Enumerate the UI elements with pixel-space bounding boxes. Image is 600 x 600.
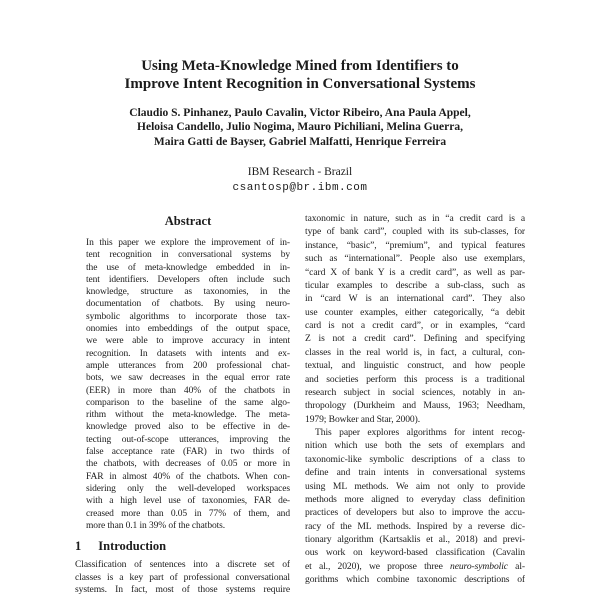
text-line: classes in the real world is, in fact, a cultural, con- bbox=[305, 346, 525, 358]
text-line: thropology (Durkheim and Mauss, 1963; Needham, bbox=[305, 400, 525, 412]
text-line: practices of developers but also to improve the accu- bbox=[305, 507, 525, 519]
text-line: define and train intents in conversational systems bbox=[305, 467, 525, 479]
right-column bbox=[305, 212, 525, 587]
text-line: documentation of chatbots. By using neuro- bbox=[86, 299, 290, 310]
text-line: 1979; Bowker and Star, 2000). bbox=[305, 413, 421, 425]
text-line: In this paper we explore the improvement of in- bbox=[86, 238, 290, 248]
text-line: the use of meta-knowledge embedded in in- bbox=[86, 262, 290, 273]
paper-authors bbox=[0, 106, 600, 149]
text-line: et al., 2020), we propose three neuro-symbolic al- bbox=[305, 560, 525, 572]
text-line: “card X of bank Y is a credit card”, as well as par- bbox=[305, 266, 525, 278]
text-line: knowledge, structure as taxonomies, in the bbox=[86, 287, 290, 298]
text-line: in “card W is an international card”. They also bbox=[305, 293, 525, 305]
text-line: knowledge proved also to be effective in de- bbox=[86, 422, 290, 433]
introduction-body bbox=[75, 559, 290, 597]
text-line: with a high level use of taxonomies, FAR de- bbox=[86, 496, 290, 507]
text-line: type of bank card”, coupled with its sub-classes, for bbox=[305, 226, 525, 238]
affiliation: IBM Research - Brazil bbox=[247, 165, 353, 178]
section-number: 1 bbox=[75, 539, 82, 554]
text-line: Improve Intent Recognition in Conversational Systems bbox=[124, 75, 476, 92]
text-line: comparison to the baseline of the same algo- bbox=[86, 397, 290, 408]
text-line: systems. In fact, most of those systems require bbox=[75, 584, 290, 596]
text-line: methods more aligned to everyday class definition bbox=[305, 493, 525, 505]
text-line: taxonomic-like symbolic descriptions of a class to bbox=[305, 453, 525, 465]
text-line: ous work on keyword-based classification (Cavalin bbox=[305, 547, 525, 559]
text-line: gorithms which combine taxonomic descriptions of bbox=[305, 574, 525, 586]
email-address: csantosp@br.ibm.com bbox=[232, 181, 368, 194]
text-line: Using Meta-Knowledge Mined from Identifiers to bbox=[141, 58, 459, 74]
text-line: Maira Gatti de Bayser, Gabriel Malfatti, Henrique Ferreira bbox=[153, 135, 447, 148]
text-line: symbolic algorithms to incorporate those tax- bbox=[86, 311, 290, 322]
text-line: taxonomic in nature, such as in “a credit card is a bbox=[305, 213, 525, 224]
text-line: sidering only the well-developed workspaces bbox=[86, 483, 290, 494]
text-line: we were able to improve accuracy in intent bbox=[86, 336, 290, 347]
text-line: FAR in almost 40% of the chatbots. When con- bbox=[86, 471, 290, 482]
text-line: Classification of sentences into a discrete set of bbox=[75, 559, 290, 571]
text-line: false acceptance rate (FAR) in two thirds of bbox=[86, 447, 290, 458]
text-line: (EER) in more than 40% of the chatbots in bbox=[86, 385, 290, 396]
text-line: This paper explores algorithms for intent recog- bbox=[315, 427, 525, 438]
text-line: textual, and linguistic construct, and how people bbox=[305, 360, 525, 372]
text-line: use counter examples, either categorically, “a debit bbox=[305, 306, 525, 318]
text-line: rithm without the meta-knowledge. The meta- bbox=[86, 410, 290, 421]
left-column bbox=[75, 212, 290, 597]
text-line: research subject in social sciences, notably in an- bbox=[305, 386, 525, 398]
text-line: tecting out-of-scope utterances, improving the bbox=[86, 434, 290, 445]
paper-header bbox=[0, 58, 600, 194]
section-heading-introduction bbox=[75, 539, 290, 554]
text-line: ticular examples to describe a sub-class, such as bbox=[305, 279, 525, 291]
text-line: and societies perform this process is a traditional bbox=[305, 373, 525, 385]
text-line: recognition. In datasets with intents and ex- bbox=[86, 348, 290, 359]
text-line: Heloisa Candello, Julio Nogima, Mauro Pichiliani, Melina Guerra, bbox=[137, 121, 463, 134]
text-line: classes is a key part of professional conversational bbox=[75, 571, 290, 583]
text-line: tionary algorithm (Kartsaklis et al., 2018) and previ- bbox=[305, 534, 525, 545]
paper-title bbox=[0, 58, 600, 93]
text-line: Z is not a credit card”. Defining and specifying bbox=[305, 333, 525, 345]
text-line: such as “international”. People also use exemplars, bbox=[305, 253, 525, 265]
text-line: tent recognition in conversational systems by bbox=[86, 250, 290, 261]
abstract-block bbox=[86, 214, 290, 532]
text-line: using ML methods. We aim not only to provide bbox=[305, 480, 525, 492]
text-line: bots, we saw decreases in the equal error rate bbox=[86, 373, 290, 384]
text-line: onomies into embeddings of the output space, bbox=[86, 324, 290, 335]
text-line: the chatbots, with decreases of 0.05 or more in bbox=[86, 459, 290, 470]
text-line: tent identifiers. Developers often include such bbox=[86, 274, 290, 285]
text-line: creased more than 0.05 in 77% of them, and bbox=[86, 508, 290, 519]
abstract-heading: Abstract bbox=[164, 214, 212, 228]
text-line: instance, “basic”, “premium”, and typical features bbox=[305, 239, 525, 251]
text-line: more than 0.1 in 39% of the chatbots. bbox=[86, 520, 226, 531]
text-line: ample utterances from 200 professional chat- bbox=[86, 360, 290, 371]
abstract-body bbox=[86, 237, 290, 532]
text-line: nition which use both the sets of exemplars and bbox=[305, 440, 525, 452]
text-line: card is not a credit card”, or in examples, “card bbox=[305, 320, 525, 331]
text-line: Claudio S. Pinhanez, Paulo Cavalin, Victor Ribeiro, Ana Paula Appel, bbox=[129, 107, 471, 120]
text-line: racy of the ML methods. Inspired by a reverse dic- bbox=[305, 520, 525, 532]
section-title: Introduction bbox=[98, 539, 167, 554]
